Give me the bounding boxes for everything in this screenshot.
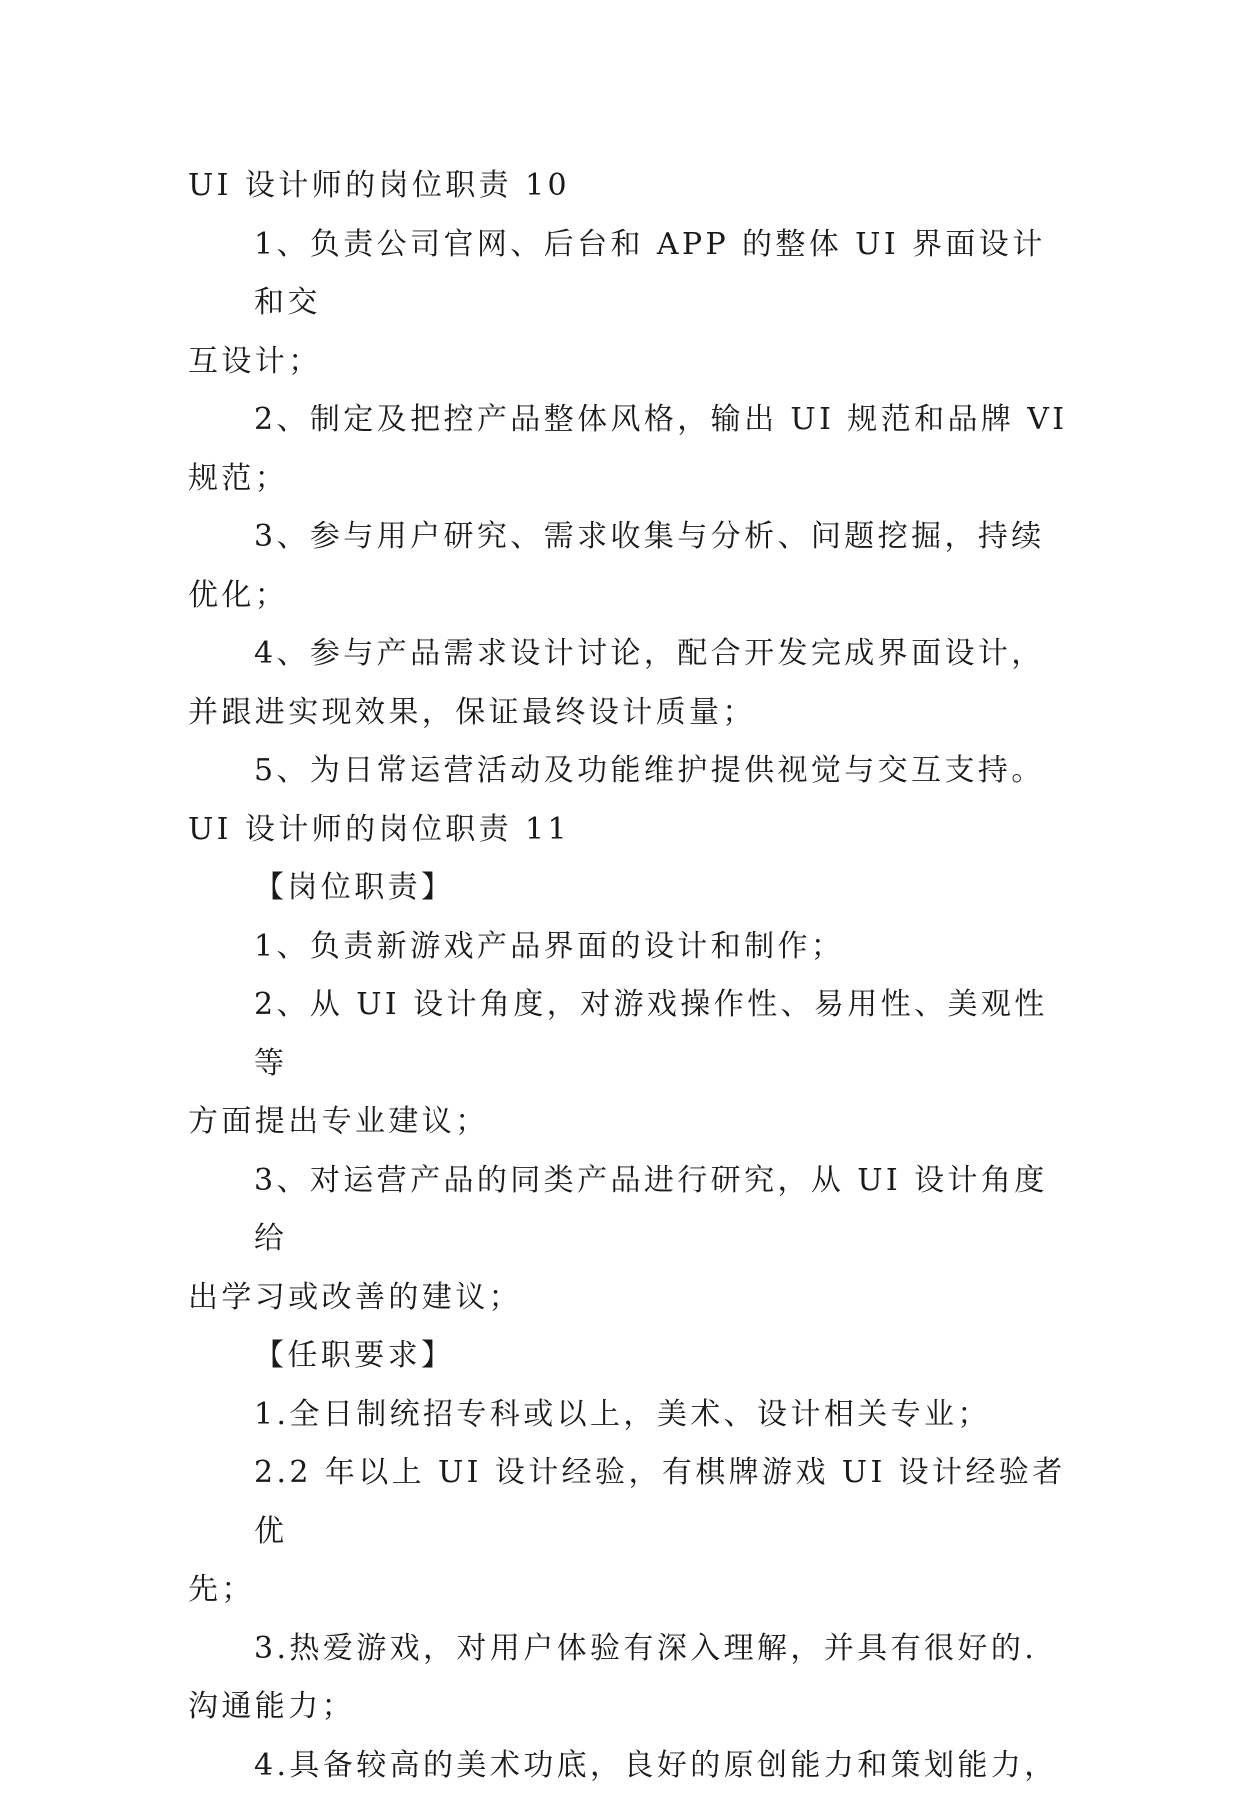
document-body xyxy=(188,157,1068,1795)
paragraph-line: 2.2 年以上 UI 设计经验，有棋牌游戏 UI 设计经验者优 xyxy=(188,1444,1068,1561)
paragraph-line: 2、从 UI 设计角度，对游戏操作性、易用性、美观性等 xyxy=(188,976,1068,1093)
section-title: UI 设计师的岗位职责 10 xyxy=(188,157,1068,216)
requirements-heading: 【任职要求】 xyxy=(188,1327,1068,1386)
paragraph-line: 优化； xyxy=(188,567,1068,626)
paragraph-line: 规范； xyxy=(188,450,1068,509)
paragraph-line: 5、为日常运营活动及功能维护提供视觉与交互支持。 xyxy=(188,742,1068,801)
paragraph-line: 1、负责公司官网、后台和 APP 的整体 UI 界面设计和交 xyxy=(188,216,1068,333)
paragraph-line: 4、参与产品需求设计讨论，配合开发完成界面设计， xyxy=(188,625,1068,684)
duties-heading: 【岗位职责】 xyxy=(188,859,1068,918)
paragraph-line: 3、对运营产品的同类产品进行研究，从 UI 设计角度给 xyxy=(188,1152,1068,1269)
paragraph-line: 出学习或改善的建议； xyxy=(188,1269,1068,1328)
section-title: UI 设计师的岗位职责 11 xyxy=(188,801,1068,860)
paragraph-line: 先； xyxy=(188,1561,1068,1620)
paragraph-line: 并跟进实现效果，保证最终设计质量； xyxy=(188,684,1068,743)
paragraph-line: 4.具备较高的美术功底，良好的原创能力和策划能力， xyxy=(188,1737,1068,1795)
paragraph-line: 互设计； xyxy=(188,333,1068,392)
paragraph-line: 方面提出专业建议； xyxy=(188,1093,1068,1152)
paragraph-line: 3、参与用户研究、需求收集与分析、问题挖掘，持续 xyxy=(188,508,1068,567)
paragraph-line: 1、负责新游戏产品界面的设计和制作； xyxy=(188,918,1068,977)
paragraph-line: 1.全日制统招专科或以上，美术、设计相关专业； xyxy=(188,1386,1068,1445)
paragraph-line: 2、制定及把控产品整体风格，输出 UI 规范和品牌 VI xyxy=(188,391,1068,450)
paragraph-line: 沟通能力； xyxy=(188,1678,1068,1737)
paragraph-line: 3.热爱游戏，对用户体验有深入理解，并具有很好的. xyxy=(188,1620,1068,1679)
